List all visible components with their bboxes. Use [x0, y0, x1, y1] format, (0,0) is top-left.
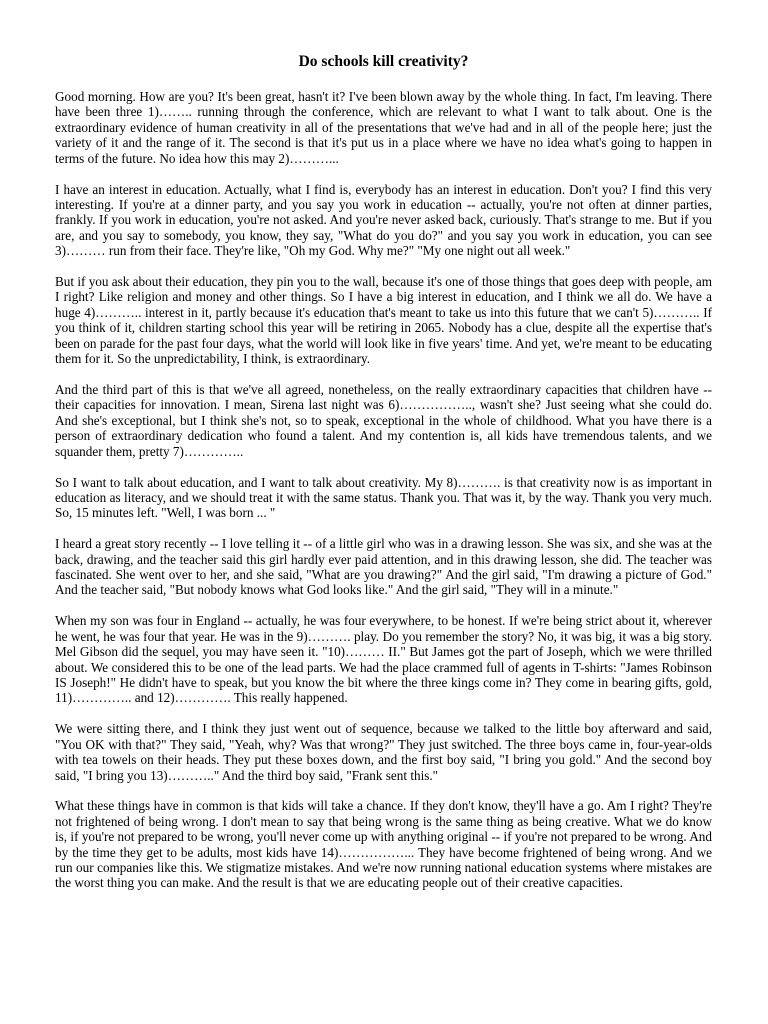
paragraph-2: I have an interest in education. Actually, what I find is, everybody has an interest in education. Don't you? I find this very interesting. If you're at a dinner party, and you say you work in education -- actually, you're not often at dinner parties, frankly. If you work in education, you're not asked. And you're never asked back, curiously. That's strange to me. But if you are, and you say to somebody, you know, they say, "What do you do?" and you say you work in education, you can see 3)……… run from their face. They're like, "Oh my God. Why me?" "My one night out all week.": [55, 181, 712, 259]
document-page: [55, 52, 712, 906]
paragraph-1: Good morning. How are you? It's been great, hasn't it? I've been blown away by the whole thing. In fact, I'm leaving. There have been three 1)…….. running through the conference, which are relevant to what I want to talk about. One is the extraordinary evidence of human creativity in all of the presentations that we've had and in all of the people here; just the variety of it and the range of it. The second is that it's put us in a place where we have no idea what's going to happen in terms of the future. No idea how this may 2)………...: [55, 89, 712, 166]
paragraph-5: So I want to talk about education, and I want to talk about creativity. My 8)………. is that creativity now is as important in education as literacy, and we should treat it with the same status. Thank you. That was it, by the way. Thank you very much. So, 15 minutes left. "Well, I was born ... ": [55, 474, 712, 521]
paragraph-6: I heard a great story recently -- I love telling it -- of a little girl who was in a drawing lesson. She was six, and she was at the back, drawing, and the teacher said this girl hardly ever paid attention, and in this drawing lesson, she did. The teacher was fascinated. She went over to her, and she said, "What are you drawing?" And the girl said, "I'm drawing a picture of God." And the teacher said, "But nobody knows what God looks like." And the girl said, "They will in a minute.": [55, 536, 712, 598]
paragraph-3: But if you ask about their education, they pin you to the wall, because it's one of those things that goes deep with people, am I right? Like religion and money and other things. So I have a big interest in education, and I think we all do. We have a huge 4)……….. interest in it, partly because it's education that's meant to take us into this future that we can't 5)……….. If you think of it, children starting school this year will be retiring in 2065. Nobody has a clue, despite all the expertise that's been on parade for the past four days, what the world will look like in five years' time. And yet, we're meant to be educating them for it. So the unpredictability, I think, is extraordinary.: [55, 274, 712, 367]
paragraph-9: What these things have in common is that kids will take a chance. If they don't know, they'll have a go. Am I right? They're not frightened of being wrong. I don't mean to say that being wrong is the same thing as being creative. What we do know is, if you're not prepared to be wrong, you'll never come up with anything original -- if you're not prepared to be wrong. And by the time they get to be adults, most kids have 14)……………... They have become frightened of being wrong. And we run our companies like this. We stigmatize mistakes. And we're now running national education systems where mistakes are the worst thing you can make. And the result is that we are educating people out of their creative capacities.: [55, 798, 712, 891]
paragraph-7: When my son was four in England -- actually, he was four everywhere, to be honest. If we're being strict about it, wherever he went, he was four that year. He was in the 9)………. play. Do you remember the story? No, it was big, it was a big story. Mel Gibson did the sequel, you may have seen it. "10)……… II." But James got the part of Joseph, which we were thrilled about. We considered this to be one of the lead parts. We had the place crammed full of agents in T-shirts: "James Robinson IS Joseph!" He didn't have to speak, but you know the bit where the three kings come in? They come in bearing gifts, gold, 11)………….. and 12)…………. This really happened.: [55, 613, 712, 706]
paragraph-8: We were sitting there, and I think they just went out of sequence, because we talked to the little boy afterward and said, "You OK with that?" They said, "Yeah, why? Was that wrong?" They just switched. The three boys came in, four-year-olds with tea towels on their heads. They put these boxes down, and the first boy said, "I bring you gold." And the second boy said, "I bring you 13)……….." And the third boy said, "Frank sent this.": [55, 721, 712, 783]
document-title: Do schools kill creativity?: [298, 53, 469, 70]
paragraph-4: And the third part of this is that we've all agreed, nonetheless, on the really extraordinary capacities that children have -- their capacities for innovation. I mean, Sirena last night was 6)…………….., wasn't she? Just seeing what she could do. And she's exceptional, but I think she's not, so to speak, exceptional in the whole of childhood. What you have there is a person of extraordinary dedication who found a talent. And my contention is, all kids have tremendous talents, and we squander them, pretty 7)…………..: [55, 382, 712, 459]
